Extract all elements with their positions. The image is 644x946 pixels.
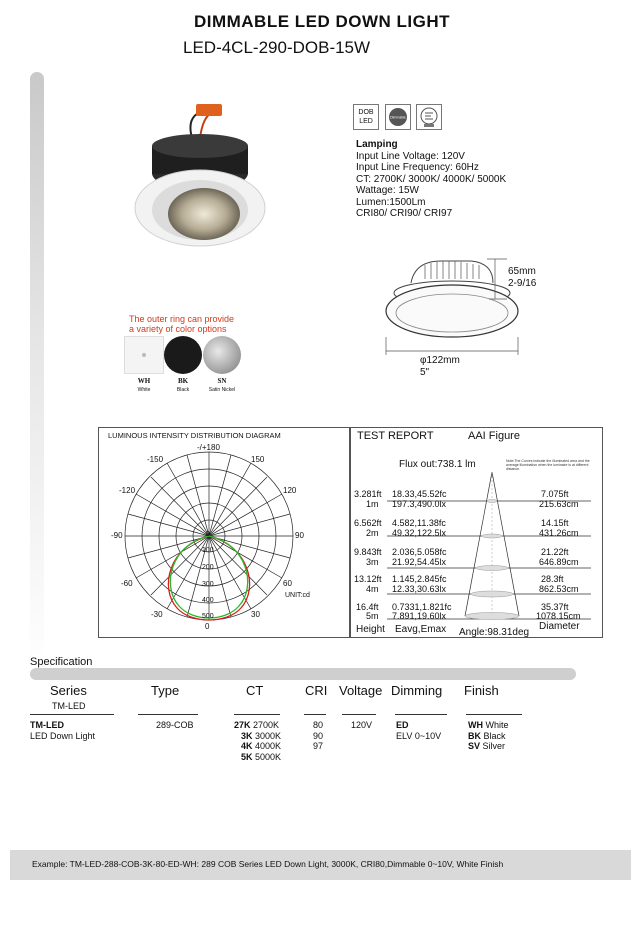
polar-diagram-title: LUMINOUS INTENSITY DISTRIBUTION DIAGRAM bbox=[108, 431, 281, 440]
aai-figure-label: AAI Figure bbox=[468, 430, 520, 442]
ct-value-4000k: 4000K bbox=[255, 741, 282, 751]
angle-label-90: 90 bbox=[295, 531, 304, 540]
row1-ft: 3.281ft bbox=[354, 489, 382, 499]
row4-ft: 13.12ft bbox=[354, 574, 382, 584]
col-cri: CRI bbox=[305, 683, 328, 698]
row3-ft: 9.843ft bbox=[354, 547, 382, 557]
row3-dcm: 646.89cm bbox=[539, 557, 579, 567]
swatch-wh-code: WH bbox=[137, 377, 151, 385]
col-dimming: Dimming bbox=[391, 683, 443, 698]
ct-value-2700k: 2700K bbox=[253, 720, 280, 730]
cri-80: 80 bbox=[313, 720, 324, 730]
height-mm: 65mm bbox=[508, 266, 536, 277]
spec-frequency: Input Line Frequency: 60Hz bbox=[356, 162, 479, 173]
angle-label-neg150: -150 bbox=[147, 455, 164, 464]
swatch-bk-name: Black bbox=[176, 387, 190, 393]
row5-lx: 7.891,19.60lx bbox=[392, 611, 447, 621]
row3-m: 3m bbox=[366, 557, 379, 567]
finish-values bbox=[468, 720, 509, 752]
col-type: Type bbox=[151, 683, 180, 698]
angle-label-30: 30 bbox=[251, 610, 260, 619]
spec-wattage: Wattage: 15W bbox=[356, 185, 419, 196]
voltage-underline bbox=[342, 714, 376, 715]
dob-label: DOB bbox=[358, 109, 374, 116]
diameter-in: 5" bbox=[420, 367, 430, 378]
etl-listed-icon bbox=[417, 105, 441, 129]
height-dimension bbox=[508, 266, 536, 290]
dimmable-icon bbox=[386, 105, 410, 129]
row4-dcm: 862.53cm bbox=[539, 584, 579, 594]
test-report-title: TEST REPORT bbox=[357, 430, 434, 442]
ct-code-3k: 3K bbox=[241, 730, 253, 741]
cri-values bbox=[313, 720, 323, 752]
angle-label-neg90: -90 bbox=[111, 531, 123, 540]
finish-code-sv: SV bbox=[468, 741, 481, 751]
dob-led-badge bbox=[353, 104, 379, 130]
swatch-white-dot bbox=[142, 353, 146, 357]
cri-underline bbox=[304, 714, 326, 715]
type-value: 289-COB bbox=[156, 720, 194, 730]
angle-label-neg120: -120 bbox=[119, 486, 136, 495]
angle-label-0: 0 bbox=[205, 622, 210, 631]
row3-dft: 21.22ft bbox=[541, 547, 569, 557]
side-decoration-bar bbox=[30, 72, 44, 672]
ct-value-3000k: 3000K bbox=[255, 730, 282, 741]
row2-ft: 6.562ft bbox=[354, 518, 382, 528]
swatch-sn-name: Satin Nickel bbox=[208, 387, 236, 393]
row1-fc: 18.33,45.52fc bbox=[392, 489, 447, 499]
swatch-black bbox=[164, 336, 202, 374]
dimming-values bbox=[396, 720, 441, 741]
diameter-footer: Diameter bbox=[539, 621, 580, 632]
swatch-satin-nickel bbox=[203, 336, 241, 374]
row4-lx: 12.33,30.63lx bbox=[392, 584, 447, 594]
ct-value-5000k: 5000K bbox=[255, 751, 282, 762]
ct-values bbox=[228, 720, 288, 762]
angle-label-60: 60 bbox=[283, 579, 292, 588]
row5-ft: 16.4ft bbox=[356, 602, 379, 612]
radial-label-200: 200 bbox=[202, 564, 214, 571]
row2-dcm: 431.26cm bbox=[539, 528, 579, 538]
col-voltage: Voltage bbox=[339, 683, 383, 698]
series-underline bbox=[30, 714, 114, 715]
ct-code-27k: 27K bbox=[234, 720, 251, 730]
spec-cri: CRI80/ CRI90/ CRI97 bbox=[356, 208, 453, 219]
row2-lx: 49.32,122.5lx bbox=[392, 528, 447, 538]
col-ct: CT bbox=[246, 683, 264, 698]
angle-label-120: 120 bbox=[283, 486, 297, 495]
cri-97: 97 bbox=[313, 741, 324, 751]
ring-note-line1: The outer ring can provide bbox=[129, 314, 235, 324]
diameter-dimension bbox=[420, 355, 460, 379]
series-code: TM-LED bbox=[52, 701, 86, 711]
row2-dft: 14.15ft bbox=[541, 518, 569, 528]
led-label: LED bbox=[359, 118, 373, 125]
dimming-code: ED bbox=[396, 720, 409, 730]
test-report-panel bbox=[350, 427, 603, 638]
lamping-heading: Lamping bbox=[356, 139, 398, 150]
col-series: Series bbox=[50, 683, 87, 698]
cri-90: 90 bbox=[313, 730, 324, 741]
row5-dft: 35.37ft bbox=[541, 602, 569, 612]
radial-label-300: 300 bbox=[202, 581, 214, 588]
row5-m: 5m bbox=[366, 611, 379, 621]
curve-note: Note:The Curves indicate the illuminated area and the average illumination when the luminaire is at different distance. bbox=[506, 459, 590, 471]
row1-lx: 197.3,490.0lx bbox=[392, 499, 447, 509]
series-desc: LED Down Light bbox=[30, 730, 96, 741]
finish-underline bbox=[466, 714, 522, 715]
dimmable-text: Dimmable bbox=[390, 115, 406, 120]
row3-lx: 21.92,54.45lx bbox=[392, 557, 447, 567]
model-number: LED-4CL-290-DOB-15W bbox=[183, 38, 371, 57]
row2-fc: 4.582,11.38fc bbox=[392, 518, 446, 528]
height-in: 2-9/16 bbox=[508, 278, 537, 289]
ring-note-line2: a variety of color options bbox=[129, 324, 227, 334]
specification-heading: Specification bbox=[30, 656, 93, 668]
angle-footer: Angle:98.31deg bbox=[459, 627, 530, 638]
radial-label-500: 500 bbox=[202, 613, 214, 620]
row1-dcm: 215.63cm bbox=[539, 499, 579, 509]
unit-label: UNIT:cd bbox=[285, 592, 310, 599]
dimming-underline bbox=[395, 714, 447, 715]
series-bold: TM-LED bbox=[30, 720, 64, 730]
spec-ct: CT: 2700K/ 3000K/ 4000K/ 5000K bbox=[356, 173, 507, 185]
voltage-value: 120V bbox=[351, 720, 373, 730]
dimming-desc: ELV 0~10V bbox=[396, 730, 442, 741]
etl-badge bbox=[416, 104, 442, 130]
row5-fc: 0.7331,1.821fc bbox=[392, 602, 452, 612]
row2-m: 2m bbox=[366, 528, 379, 538]
swatch-white bbox=[124, 336, 164, 374]
finish-value-silver: Silver bbox=[482, 741, 506, 751]
swatch-bk-code: BK bbox=[177, 377, 189, 385]
spec-lumen: Lumen:1500Lm bbox=[356, 196, 426, 208]
row1-dft: 7.075ft bbox=[541, 489, 569, 499]
row4-fc: 1.145,2.845fc bbox=[392, 574, 447, 584]
example-text: Example: TM-LED-288-COB-3K-80-ED-WH: 289 COB Series LED Down Light, 3000K, CRI80,Dimmable 0~10V, White Finish bbox=[32, 859, 504, 869]
swatch-wh-name: White bbox=[137, 387, 151, 393]
polar-diagram-panel bbox=[98, 427, 350, 638]
height-footer: Height bbox=[356, 624, 385, 635]
ct-code-4k: 4K bbox=[241, 741, 253, 751]
ct-code-5k: 5K bbox=[241, 751, 253, 762]
product-photo bbox=[130, 98, 270, 248]
polar-chart bbox=[99, 428, 351, 639]
type-underline bbox=[138, 714, 198, 715]
angle-label-180: -/+180 bbox=[197, 443, 220, 452]
finish-value-black: Black bbox=[483, 730, 506, 741]
row5-dcm: 1078.15cm bbox=[536, 611, 581, 621]
ring-color-note bbox=[129, 314, 234, 334]
spec-voltage: Input Line Voltage: 120V bbox=[356, 150, 465, 162]
radial-label-0: 0 bbox=[206, 531, 210, 538]
swatch-sn-code: SN bbox=[217, 377, 227, 385]
angle-label-neg30: -30 bbox=[151, 610, 163, 619]
lamping-specs bbox=[356, 139, 506, 220]
specification-divider bbox=[30, 668, 576, 680]
page-title: DIMMABLE LED DOWN LIGHT bbox=[193, 12, 451, 31]
angle-label-150: 150 bbox=[251, 455, 265, 464]
angle-label-neg60: -60 bbox=[121, 579, 133, 588]
finish-code-wh: WH bbox=[468, 720, 483, 730]
row1-m: 1m bbox=[366, 499, 379, 509]
row4-m: 4m bbox=[366, 584, 379, 594]
radial-label-100: 100 bbox=[202, 547, 214, 554]
diameter-mm: φ122mm bbox=[420, 355, 460, 366]
finish-code-bk: BK bbox=[468, 730, 481, 741]
radial-label-400: 400 bbox=[202, 597, 214, 604]
row4-dft: 28.3ft bbox=[541, 574, 564, 584]
flux-label: Flux out:738.1 lm bbox=[399, 459, 476, 470]
finish-value-white: White bbox=[485, 720, 509, 730]
series-value bbox=[30, 720, 95, 741]
row3-fc: 2.036,5.058fc bbox=[392, 547, 447, 557]
dimmable-badge bbox=[385, 104, 411, 130]
ct-underline bbox=[234, 714, 280, 715]
example-bar bbox=[10, 850, 631, 880]
col-finish: Finish bbox=[464, 683, 499, 698]
eavg-footer: Eavg,Emax bbox=[395, 624, 447, 635]
